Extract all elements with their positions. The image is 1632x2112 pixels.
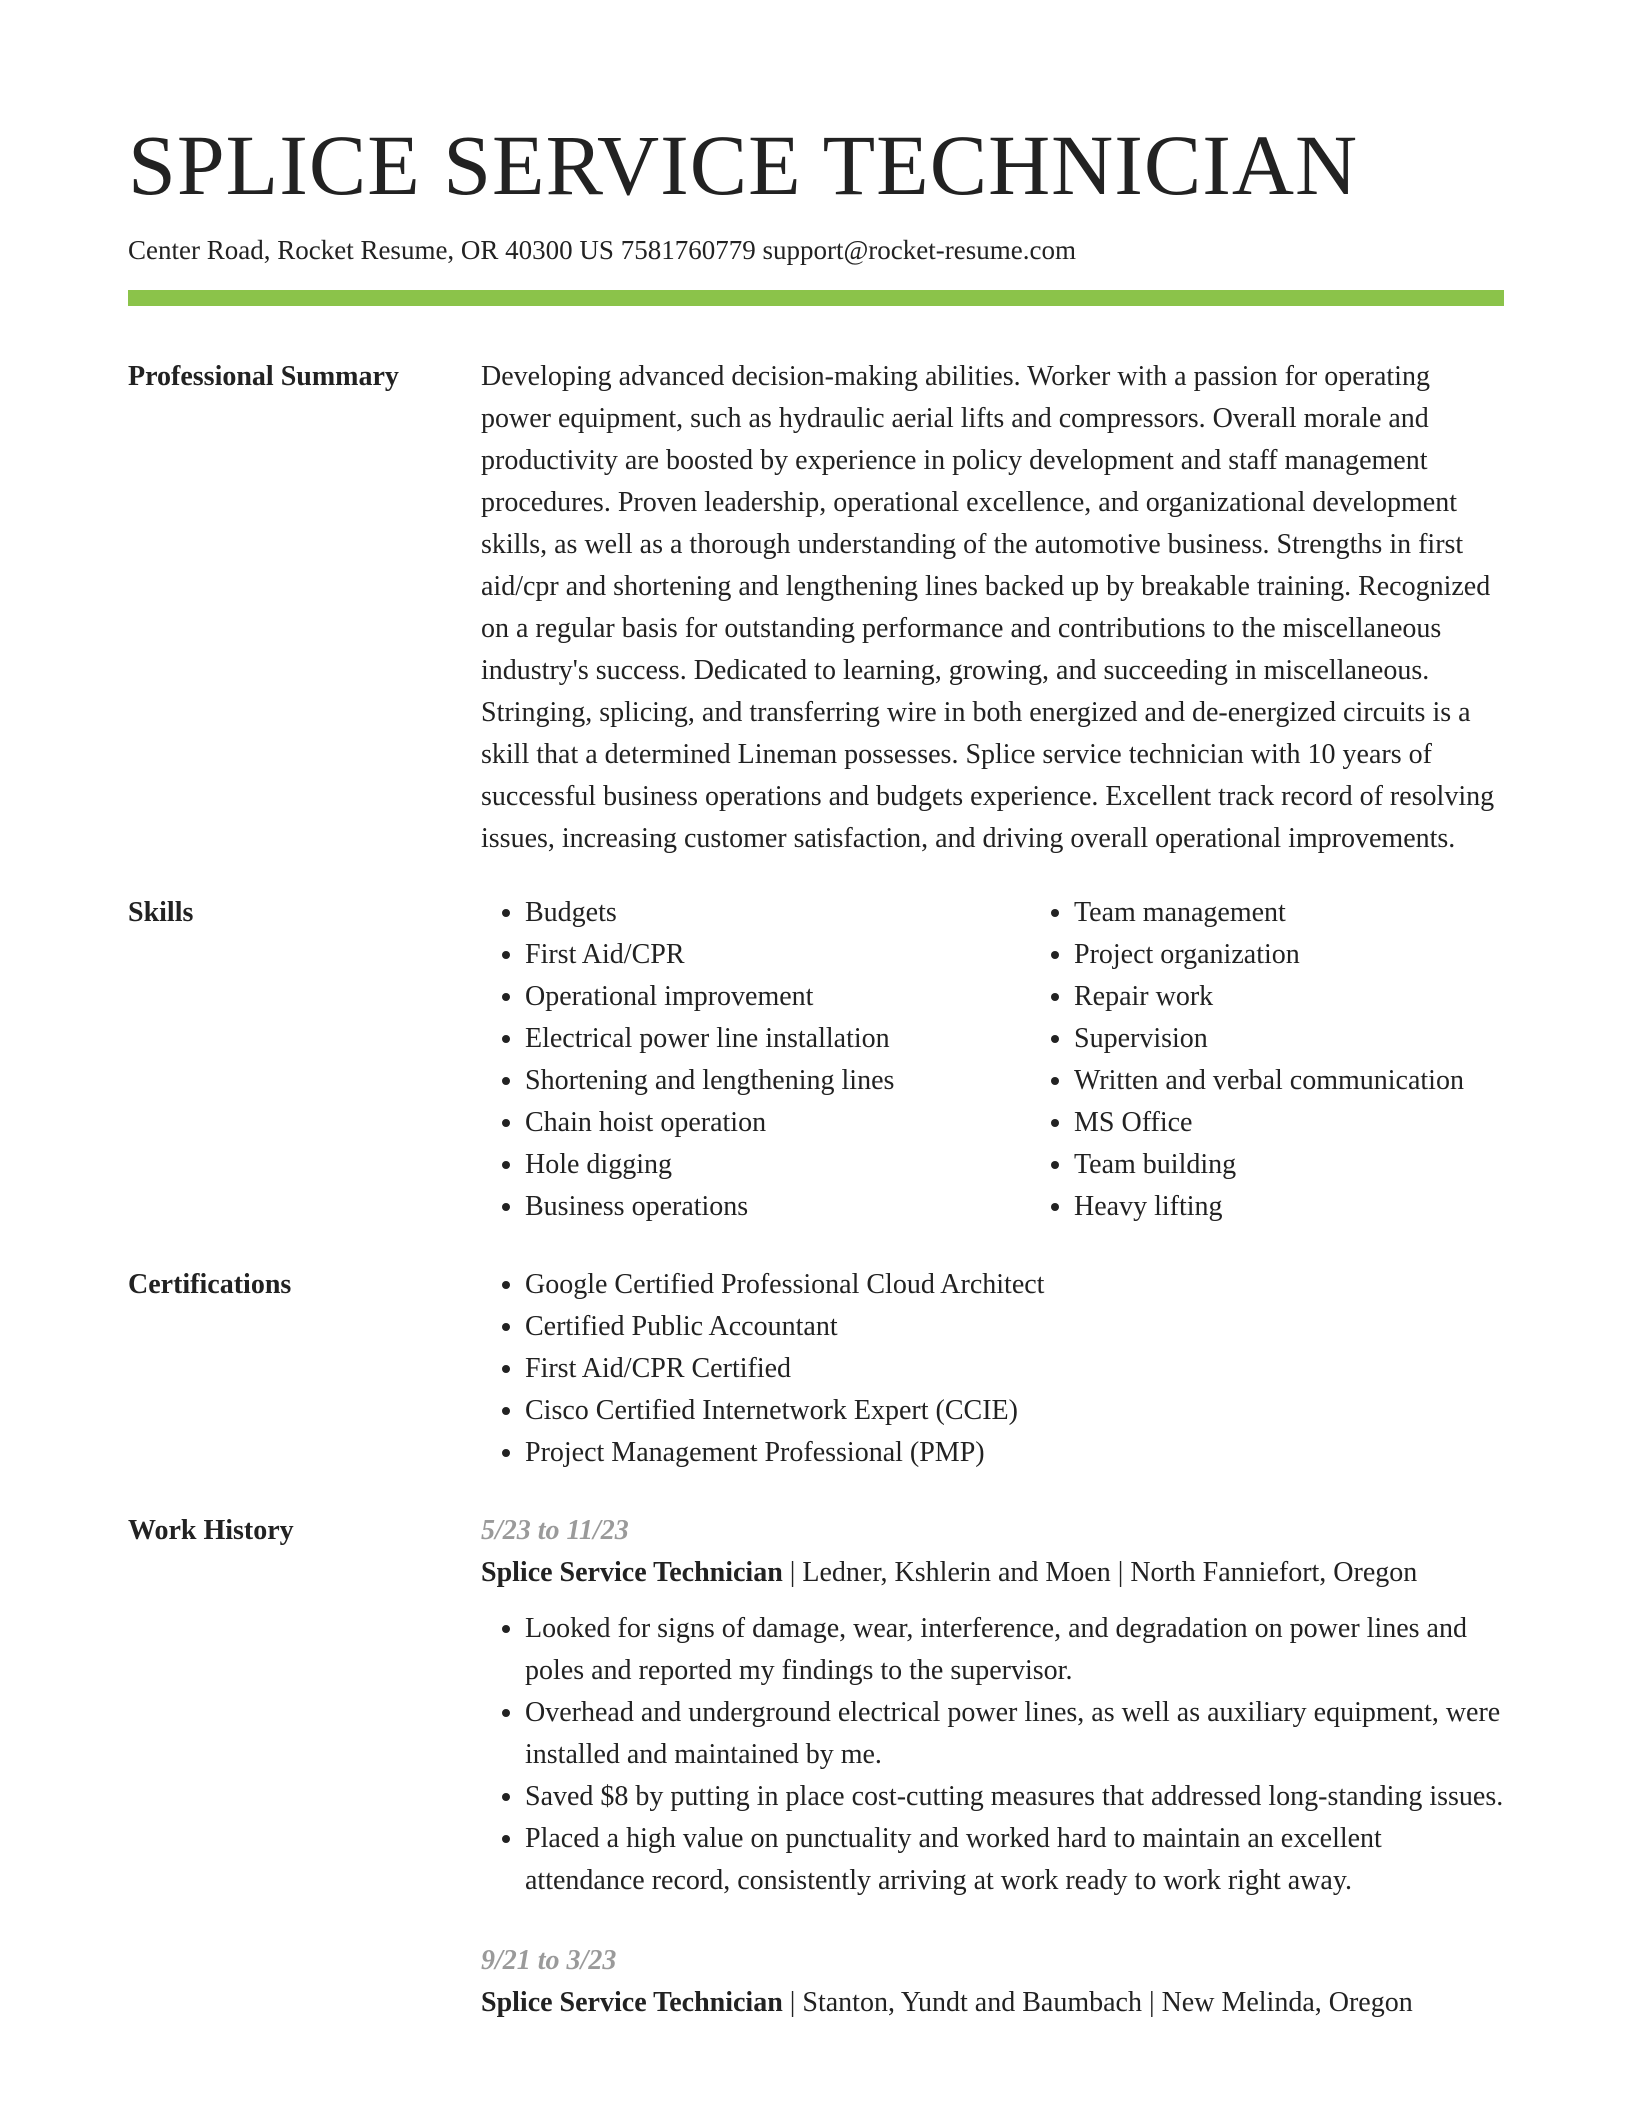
skill-item: • Project organization — [1074, 934, 1579, 976]
job-employer-location: | Ledner, Kshlerin and Moen | North Fanniefort, Oregon — [782, 1556, 1418, 1588]
page-title: SPLICE SERVICE TECHNICIAN — [128, 117, 1359, 213]
skill-item: • First Aid/CPR — [525, 934, 1030, 976]
job-entry — [481, 1510, 1504, 1902]
skill-item: • Chain hoist operation — [525, 1102, 1030, 1144]
job-title: Splice Service Technician — [481, 1556, 783, 1588]
certification-item: • Certified Public Accountant — [525, 1306, 1504, 1348]
skill-item: • Repair work — [1074, 976, 1579, 1018]
skill-item: • Shortening and lengthening lines — [525, 1060, 1030, 1102]
skill-item: • Supervision — [1074, 1018, 1579, 1060]
job-duty-item: • Overhead and underground electrical power lines, as well as auxiliary equipment, were installed and maintained by me. — [525, 1692, 1504, 1776]
certifications-list — [481, 1264, 1504, 1474]
skills-list-right — [1030, 892, 1579, 1228]
certifications-heading: Certifications — [128, 1268, 292, 1300]
work-history-list — [481, 1510, 1504, 2062]
job-entry — [481, 1940, 1504, 2024]
skill-item: • Team management — [1074, 892, 1579, 934]
job-duty-item: • Saved $8 by putting in place cost-cutting measures that addressed long-standing issues. — [525, 1776, 1504, 1818]
contact-line: Center Road, Rocket Resume, OR 40300 US 7581760779 support@rocket-resume.com — [128, 234, 1076, 265]
job-title: Splice Service Technician — [481, 1986, 783, 2018]
certification-item: • Google Certified Professional Cloud Architect — [525, 1264, 1504, 1306]
skill-item: • MS Office — [1074, 1102, 1579, 1144]
summary-heading: Professional Summary — [128, 360, 399, 392]
work-history-section — [128, 1510, 1504, 2062]
job-employer-location: | Stanton, Yundt and Baumbach | New Melinda, Oregon — [782, 1986, 1413, 2018]
job-title-line — [481, 1982, 1504, 2024]
skill-item: • Hole digging — [525, 1144, 1030, 1186]
job-title-line — [481, 1552, 1504, 1594]
certification-item: • Cisco Certified Internetwork Expert (CCIE) — [525, 1390, 1504, 1432]
skill-item: • Operational improvement — [525, 976, 1030, 1018]
summary-section — [128, 356, 1504, 860]
skill-item: • Budgets — [525, 892, 1030, 934]
certifications-section — [128, 1264, 1504, 1474]
job-duty-item: • Looked for signs of damage, wear, interference, and degradation on power lines and poles and reported my findings to the supervisor. — [525, 1608, 1504, 1692]
job-duties-list — [481, 1608, 1504, 1902]
job-duty-item: • Placed a high value on punctuality and worked hard to maintain an excellent attendance record, consistently arriving at work ready to work right away. — [525, 1818, 1504, 1902]
work-history-heading: Work History — [128, 1514, 294, 1546]
skill-item: • Team building — [1074, 1144, 1579, 1186]
accent-divider — [128, 290, 1504, 306]
skill-item: • Electrical power line installation — [525, 1018, 1030, 1060]
skill-item: • Written and verbal communication — [1074, 1060, 1579, 1102]
skills-heading: Skills — [128, 896, 194, 928]
summary-text: Developing advanced decision-making abilities. Worker with a passion for operating power equipment, such as hydraulic aerial lifts and compressors. Overall morale and productivity are boosted by experience in policy development and staff management procedures. Proven leadership, operational excellence, and organizational development skills, as well as a thorough understanding of the automotive business. Strengths in first aid/cpr and shortening and lengthening lines backed up by breakable training. Recognized on a regular basis for outstanding performance and contributions to the miscellaneous industry's success. Dedicated to learning, growing, and succeeding in miscellaneous. Stringing, splicing, and transferring wire in both energized and de-energized circuits is a skill that a determined Lineman possesses. Splice service technician with 10 years of successful business operations and budgets experience. Excellent track record of resolving issues, increasing customer satisfaction, and driving overall operational improvements. — [481, 360, 1495, 854]
job-dates: 9/21 to 3/23 — [481, 1944, 617, 1976]
skills-list-left — [481, 892, 1030, 1228]
skill-item: • Business operations — [525, 1186, 1030, 1228]
skill-item: • Heavy lifting — [1074, 1186, 1579, 1228]
certification-item: • First Aid/CPR Certified — [525, 1348, 1504, 1390]
certification-item: • Project Management Professional (PMP) — [525, 1432, 1504, 1474]
job-dates: 5/23 to 11/23 — [481, 1514, 629, 1546]
skills-section — [128, 892, 1504, 1228]
